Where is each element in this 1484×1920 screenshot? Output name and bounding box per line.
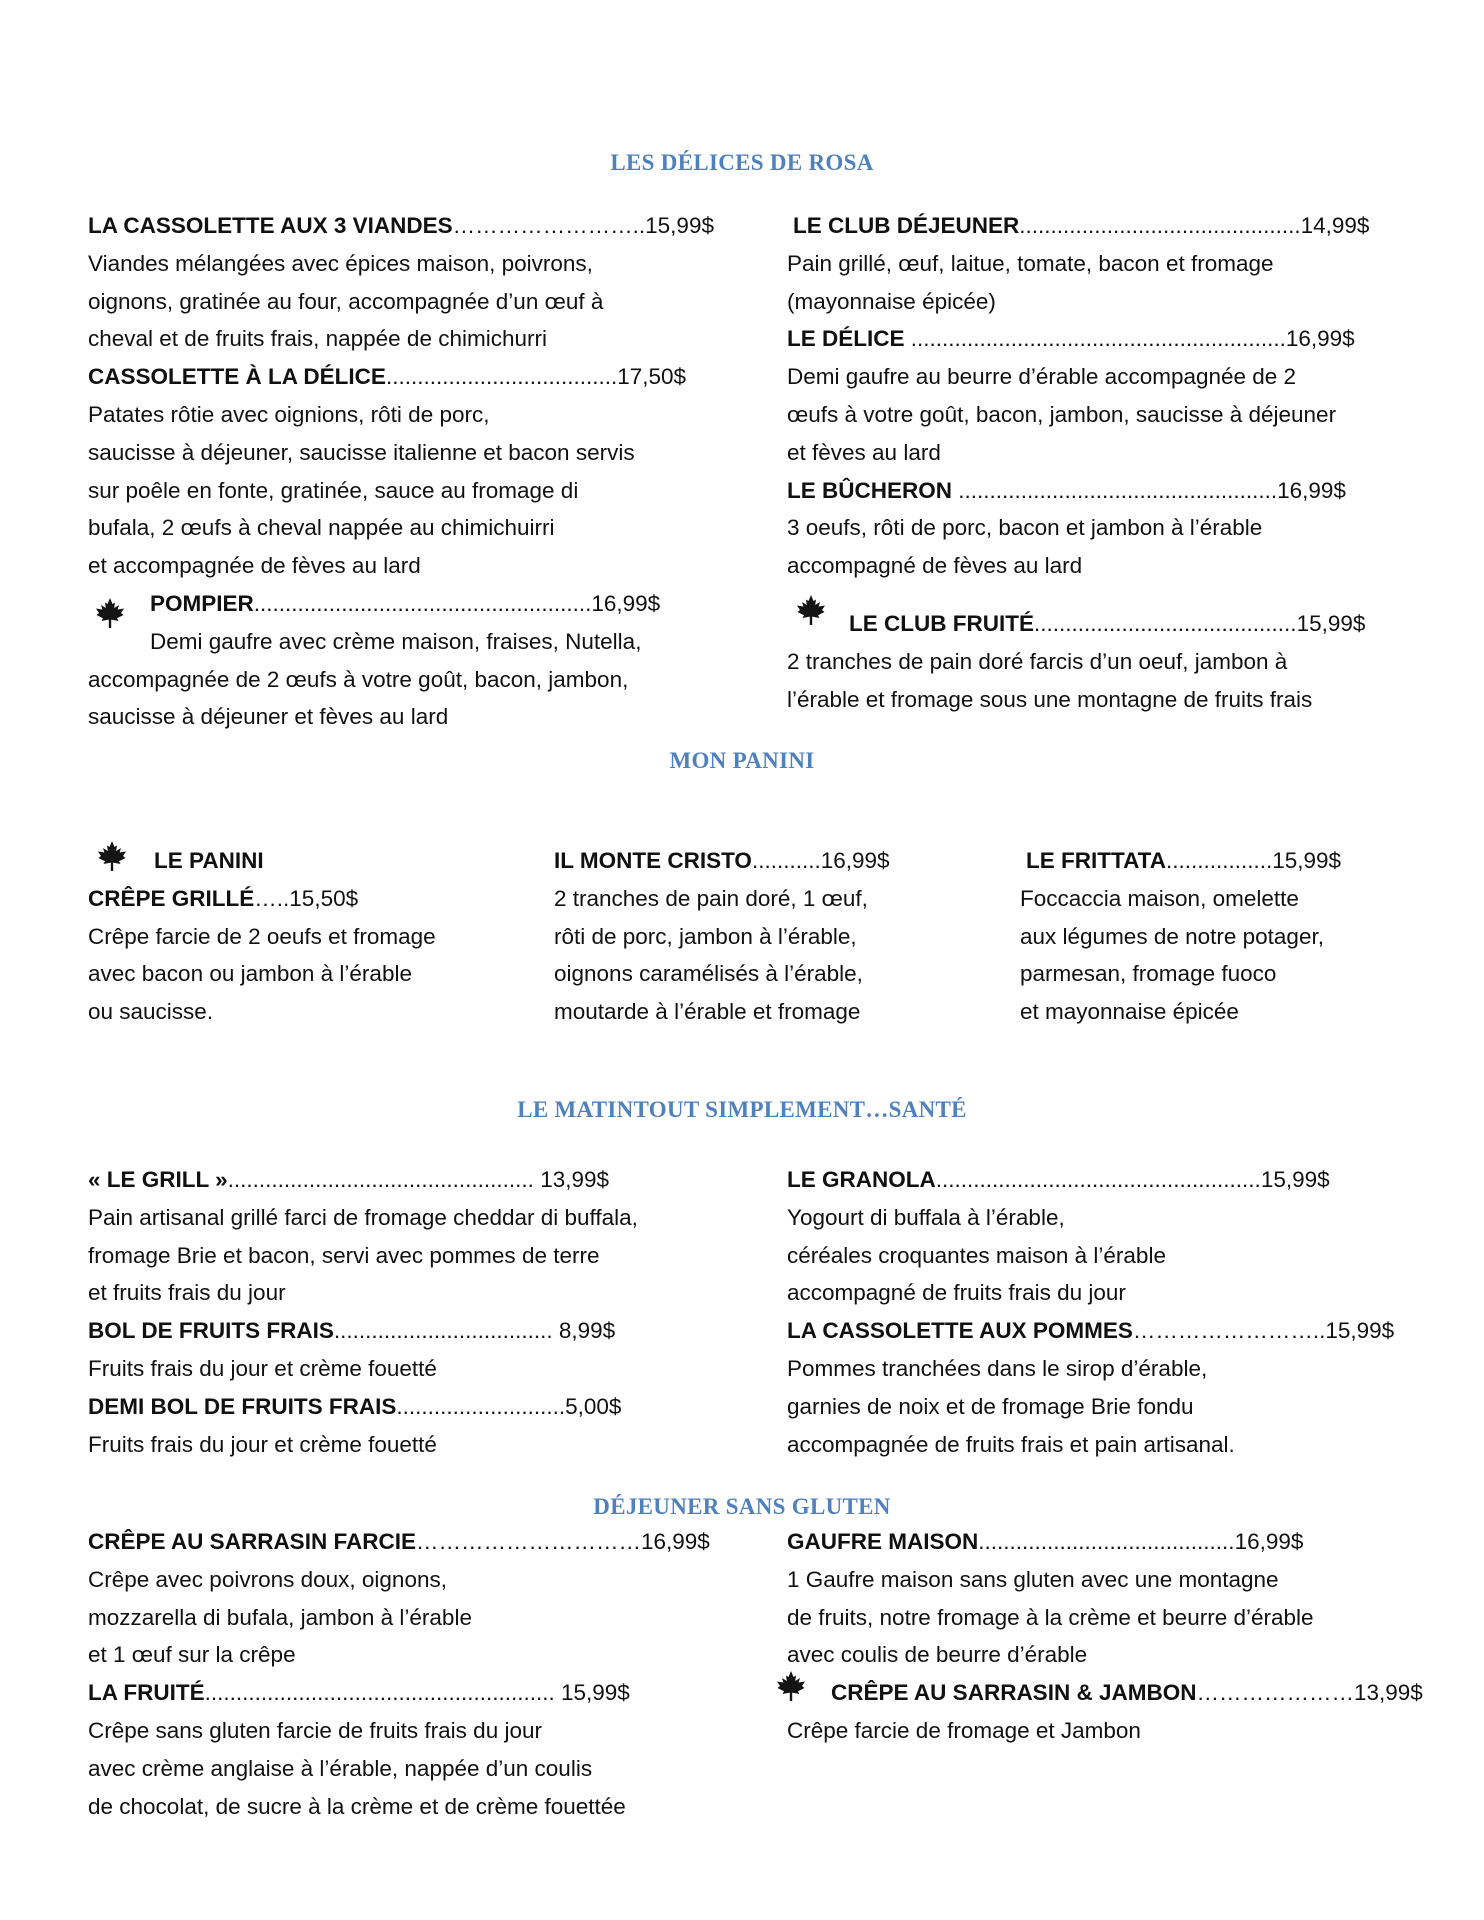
item-description: Pain grillé, œuf, laitue, tomate, bacon et fromage — [787, 250, 1274, 276]
panini-column-3 — [1020, 842, 1341, 1031]
item-price: 17,50$ — [617, 364, 687, 390]
maple-leaf-icon — [94, 597, 126, 629]
item-description: cheval et de fruits frais, nappée de chimichurri — [88, 326, 547, 352]
item-dots: .......................................... — [1034, 611, 1297, 636]
item-price: 8,99$ — [558, 1318, 616, 1344]
section-title-gluten: DÉJEUNER SANS GLUTEN — [593, 1494, 891, 1519]
item-price: 16,99$ — [1234, 1529, 1304, 1554]
delices-right-column — [787, 207, 1369, 585]
item-name: LE GRANOLA — [787, 1167, 936, 1192]
item-description: accompagnée de 2 œufs à votre goût, bacon, jambon, — [88, 666, 629, 692]
item-description: oignons caramélisés à l’érable, — [554, 961, 863, 987]
item-description: 2 tranches de pain doré, 1 œuf, — [554, 885, 868, 911]
item-description: 1 Gaufre maison sans gluten avec une montagne — [787, 1566, 1279, 1592]
item-name: CRÊPE AU SARRASIN & JAMBON — [831, 1680, 1197, 1706]
panini-column-1 — [88, 842, 436, 1031]
item-label — [88, 842, 436, 880]
item-name: BOL DE FRUITS FRAIS — [88, 1318, 334, 1344]
item-description: saucisse à déjeuner et fèves au lard — [88, 704, 449, 730]
delices-left-column — [88, 207, 714, 736]
menu-item-header — [88, 880, 436, 918]
item-dots: ............................................. — [1019, 213, 1301, 238]
menu-item-header — [787, 320, 1369, 358]
sante-left-column — [88, 1161, 638, 1463]
item-description: Demi gaufre avec crème maison, fraises, Nutella, — [150, 628, 642, 654]
item-dots: ................................................. — [227, 1167, 541, 1192]
item-description: fromage Brie et bacon, servi avec pommes de terre — [88, 1242, 600, 1268]
item-dots: ………………………… — [415, 1529, 641, 1554]
item-description: avec crème anglaise à l’érable, nappée d’un coulis — [88, 1755, 593, 1781]
item-description: rôti de porc, jambon à l’érable, — [554, 923, 857, 949]
item-description: Patates rôtie avec oignions, rôti de porc, — [88, 401, 490, 427]
item-description: oignons, gratinée au four, accompagnée d’un œuf à — [88, 288, 604, 314]
menu-item-header — [787, 605, 1365, 643]
menu-item-header — [787, 1674, 1423, 1712]
item-price: 15,99$ — [1272, 848, 1342, 873]
item-price: 15,99$ — [1260, 1167, 1330, 1192]
menu-item-header — [1020, 842, 1341, 880]
item-price: 15,99$ — [1325, 1318, 1395, 1344]
item-description: saucisse à déjeuner, saucisse italienne et bacon servis — [88, 439, 635, 465]
section-title-sante: LE MATINTOUT SIMPLEMENT…SANTÉ — [517, 1097, 967, 1122]
item-description: Viandes mélangées avec épices maison, poivrons, — [88, 250, 593, 276]
item-description: 3 oeufs, rôti de porc, bacon et jambon à l’érable — [787, 515, 1263, 541]
menu-item-header — [787, 207, 1369, 245]
item-name: DEMI BOL DE FRUITS FRAIS — [88, 1393, 397, 1419]
menu-item-header — [787, 1161, 1394, 1199]
item-description: (mayonnaise épicée) — [787, 288, 996, 314]
item-price: 16,99$ — [640, 1529, 710, 1554]
maple-leaf-icon — [775, 1670, 807, 1702]
item-description: avec coulis de beurre d’érable — [787, 1642, 1088, 1668]
item-description: moutarde à l’érable et fromage — [554, 999, 861, 1025]
item-description: accompagnée de fruits frais et pain artisanal. — [787, 1431, 1235, 1457]
item-description: aux légumes de notre potager, — [1020, 923, 1324, 949]
item-dots: …………………….. — [1132, 1318, 1326, 1344]
menu-item-header — [88, 1312, 638, 1350]
item-name: POMPIER — [150, 590, 254, 616]
maple-leaf-icon — [96, 840, 128, 872]
menu-item-header — [88, 358, 714, 396]
item-dots: ….. — [254, 885, 290, 911]
item-description: et accompagnée de fèves au lard — [88, 553, 421, 579]
menu-item-header — [787, 472, 1369, 510]
menu-item-header — [88, 585, 714, 623]
menu-item-header — [88, 207, 714, 245]
menu-item-header — [88, 1674, 710, 1712]
menu-item-header — [554, 842, 890, 880]
item-name: LE FRITTATA — [1026, 848, 1166, 873]
gluten-right-column — [787, 1523, 1423, 1750]
item-price: 16,99$ — [591, 590, 661, 616]
item-description: Pommes tranchées dans le sirop d’érable, — [787, 1355, 1208, 1381]
item-name: LE CLUB FRUITÉ — [849, 611, 1034, 636]
item-price: 15,99$ — [645, 213, 714, 238]
item-dots: ............................................................ — [910, 326, 1286, 352]
item-dots: ........... — [751, 848, 821, 873]
item-name: CRÊPE AU SARRASIN FARCIE — [88, 1529, 416, 1554]
item-name: LA CASSOLETTE AUX POMMES — [787, 1318, 1133, 1344]
item-description: avec bacon ou jambon à l’érable — [88, 961, 412, 987]
item-description: Crêpe avec poivrons doux, oignons, — [88, 1566, 447, 1592]
item-dots: ........................................................ — [204, 1680, 561, 1706]
menu-item-header — [787, 1523, 1423, 1561]
item-price: 15,99$ — [560, 1680, 630, 1706]
item-dots: ................................................... — [958, 477, 1278, 503]
item-dots: .................................................... — [935, 1167, 1261, 1192]
item-description: et fruits frais du jour — [88, 1280, 286, 1306]
item-description: Yogourt di buffala à l’érable, — [787, 1204, 1065, 1230]
item-description: l’érable et fromage sous une montagne de fruits frais — [787, 686, 1313, 712]
item-description: et fèves au lard — [787, 439, 941, 465]
item-description: de chocolat, de sucre à la crème et de crème fouettée — [88, 1793, 626, 1819]
menu-item-header — [88, 1388, 638, 1426]
menu-item-header — [88, 1523, 710, 1561]
item-name: « LE GRILL » — [88, 1167, 228, 1192]
item-name: CASSOLETTE À LA DÉLICE — [88, 364, 386, 390]
item-description: et mayonnaise épicée — [1020, 999, 1239, 1025]
item-dots: ................. — [1165, 848, 1273, 873]
item-dots: ..................................... — [385, 364, 618, 390]
item-description: parmesan, fromage fuoco — [1020, 961, 1277, 987]
item-description: Fruits frais du jour et crème fouetté — [88, 1355, 437, 1381]
item-name: LE BÛCHERON — [787, 477, 959, 503]
item-dots: …………………….. — [452, 213, 646, 238]
section-title-panini: MON PANINI — [669, 748, 815, 773]
section-title-delices: LES DÉLICES DE ROSA — [610, 150, 874, 175]
item-dots: ...................................................... — [253, 590, 592, 616]
item-description: bufala, 2 œufs à cheval nappée au chimichuirri — [88, 515, 555, 541]
item-description: mozzarella di bufala, jambon à l’érable — [88, 1604, 472, 1630]
item-name: CRÊPE GRILLÉ — [88, 885, 255, 911]
item-name: LA CASSOLETTE AUX 3 VIANDES — [88, 213, 453, 238]
item-description: Crêpe farcie de fromage et Jambon — [787, 1717, 1141, 1743]
item-price: 15,99$ — [1296, 611, 1366, 636]
item-dots: ................................... — [333, 1318, 559, 1344]
delices-right-column-bottom — [787, 605, 1365, 718]
item-price: 5,00$ — [565, 1393, 622, 1419]
panini-label: LE PANINI — [154, 848, 264, 873]
item-description: accompagné de fruits frais du jour — [787, 1280, 1126, 1306]
maple-leaf-icon — [795, 594, 827, 626]
item-description: Demi gaufre au beurre d’érable accompagnée de 2 — [787, 364, 1297, 390]
item-price: 16,99$ — [1285, 326, 1355, 352]
item-description: 2 tranches de pain doré farcis d’un oeuf, jambon à — [787, 648, 1288, 674]
panini-column-2 — [554, 842, 890, 1031]
item-dots: ........................... — [396, 1393, 566, 1419]
item-price: 16,99$ — [1277, 477, 1346, 503]
item-description: Crêpe sans gluten farcie de fruits frais du jour — [88, 1717, 542, 1743]
item-name: GAUFRE MAISON — [787, 1529, 979, 1554]
item-description: Pain artisanal grillé farci de fromage cheddar di buffala, — [88, 1204, 638, 1230]
item-dots: ………………… — [1196, 1680, 1354, 1706]
item-price: 13,99$ — [1353, 1680, 1423, 1706]
item-description: et 1 œuf sur la crêpe — [88, 1642, 296, 1668]
item-name: LA FRUITÉ — [88, 1680, 205, 1706]
item-description: céréales croquantes maison à l’érable — [787, 1242, 1166, 1268]
item-price: 14,99$ — [1300, 213, 1370, 238]
item-description: Crêpe farcie de 2 oeufs et fromage — [88, 923, 436, 949]
item-dots: ......................................... — [978, 1529, 1235, 1554]
item-price: 13,99$ — [540, 1167, 610, 1192]
item-description: Fruits frais du jour et crème fouetté — [88, 1431, 437, 1457]
item-description: accompagné de fèves au lard — [787, 553, 1083, 579]
item-description: œufs à votre goût, bacon, jambon, saucisse à déjeuner — [787, 401, 1337, 427]
item-description: de fruits, notre fromage à la crème et beurre d’érable — [787, 1604, 1314, 1630]
sante-right-column — [787, 1161, 1394, 1463]
item-description: garnies de noix et de fromage Brie fondu — [787, 1393, 1194, 1419]
item-description: sur poêle en fonte, gratinée, sauce au fromage di — [88, 477, 579, 503]
item-price: 16,99$ — [820, 848, 890, 873]
item-description: Foccaccia maison, omelette — [1020, 885, 1299, 911]
item-description: ou saucisse. — [88, 999, 214, 1025]
menu-item-header — [88, 1161, 638, 1199]
item-price: 15,50$ — [289, 885, 359, 911]
item-name: LE DÉLICE — [787, 326, 911, 352]
item-name: IL MONTE CRISTO — [554, 848, 752, 873]
menu-item-header — [787, 1312, 1394, 1350]
gluten-left-column — [88, 1523, 710, 1825]
item-name: LE CLUB DÉJEUNER — [793, 213, 1020, 238]
